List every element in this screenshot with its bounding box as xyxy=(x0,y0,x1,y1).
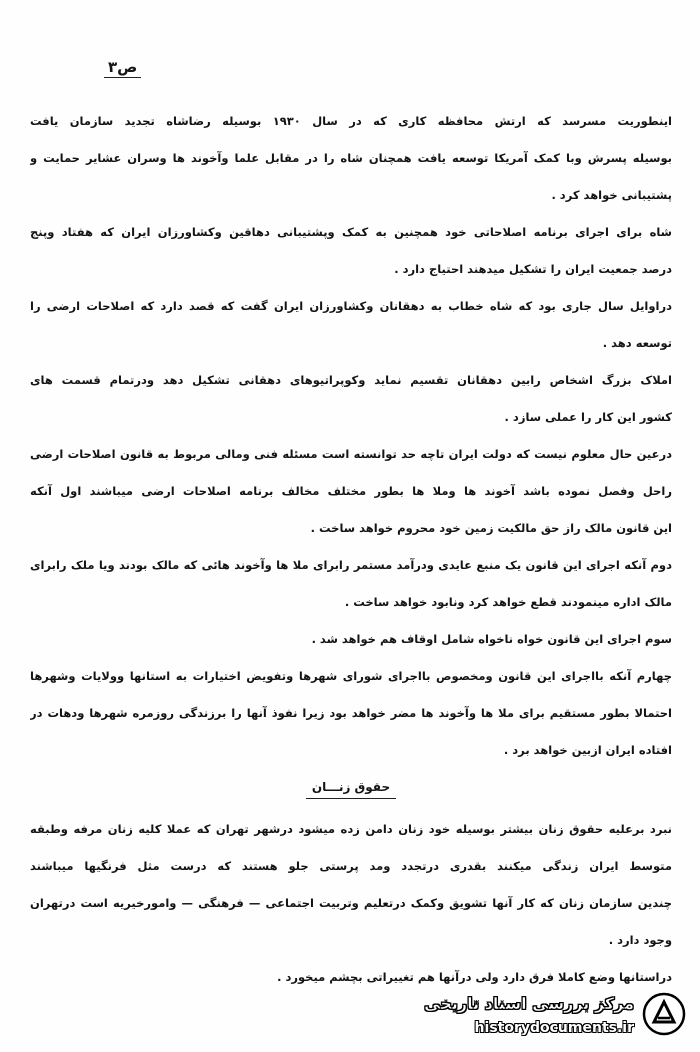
paragraph xyxy=(30,297,672,352)
text-line: این قانون مالک راز حق مالکیت زمین خود محروم خواهد ساخت . xyxy=(310,521,672,535)
text-line: نبرد برعلیه حقوق زنان بیشتر بوسیله خود زنان دامن زده میشود درشهر تهران که عملا کلیه زنان مرفه وطبقه xyxy=(30,822,672,836)
text-line: دوم آنکه اجرای این قانون یک منبع عایدی ودرآمد مستمر رابرای ملا ها وآخوند هائی که مالک بودند ویا ملک رابرای xyxy=(30,558,672,572)
text-line: توسعه دهد . xyxy=(602,336,672,350)
text-line: دراوایل سال جاری بود که شاه خطاب به دهقانان وکشاورزان ایران گفت که قصد دارد که اصلاحات ارضی را xyxy=(30,299,672,313)
text-line: چندین سازمان زنان که کار آنها تشویق وکمک درتعلیم وتربیت اجتماعی — فرهنگی — وامورخیریه است درتهران xyxy=(30,896,672,910)
watermark-name: مرکز بررسی اسناد تاریخی xyxy=(424,994,634,1013)
section-heading xyxy=(30,778,672,796)
text-line: اینطوریت مسرسد که ارتش محافظه کاری که در سال ۱۹۳۰ بوسیله رضاشاه تجدید سازمان یافت xyxy=(30,114,672,128)
text-line: متوسط ایران زندگی میکنند بقدری درتجدد ومد پرستی جلو هستند که درست مثل فرنگیها میباشند xyxy=(30,859,672,873)
document-body xyxy=(30,112,672,1005)
text-line: راحل وفصل نموده باشد آخوند ها وملا ها بطور مختلف مخالف برنامه اصلاحات ارضی میباشند اول آنکه xyxy=(30,484,672,498)
watermark xyxy=(390,988,690,1048)
text-line: سوم اجرای این قانون خواه ناخواه شامل اوقاف هم خواهد شد . xyxy=(311,632,672,646)
section-heading-text: حقوق زنـــان xyxy=(306,778,396,799)
paragraph xyxy=(30,371,672,426)
paragraph xyxy=(30,556,672,611)
text-line: بوسیله پسرش وبا کمک آمریکا توسعه یافت همچنان شاه را در مقابل علما وآخوند ها وسران عشایر حمایت و xyxy=(30,151,672,165)
paragraph xyxy=(30,968,672,986)
paragraph xyxy=(30,223,672,278)
archive-logo-icon xyxy=(642,992,686,1036)
text-line: درصد جمعیت ایران را تشکیل میدهند احتیاج دارد . xyxy=(394,262,672,276)
text-line: شاه برای اجرای برنامه اصلاحاتی خود همچنین به کمک وپشتیبانی دهاقین وکشاورزان ایران که هفتاد وپنج xyxy=(30,225,672,239)
page-number: ص۳ xyxy=(108,58,138,76)
paragraph xyxy=(30,820,672,875)
text-line: پشتیبانی خواهد کرد . xyxy=(551,188,672,202)
paragraph xyxy=(30,630,672,648)
paragraph xyxy=(30,112,672,204)
text-line: املاک بزرگ اشخاص رابین دهقانان تقسیم نماید وکوپراتیوهای دهقانی تشکیل دهد ودرتمام قسمت های xyxy=(30,373,672,387)
text-line: افتاده ایران ازبین خواهد برد . xyxy=(503,743,672,757)
text-line: چهارم آنکه بااجرای این قانون ومخصوص بااجرای شورای شهرها وتفویض اختیارات به استانها وولایات وشهرها xyxy=(30,669,672,683)
text-line: احتمالا بطور مستقیم برای ملا ها وآخوند ها مضر خواهد بود زیرا نفوذ آنها را برزندگی روزمره شهرها ودهات در xyxy=(30,706,672,720)
text-line: کشور این کار را عملی سازد . xyxy=(504,410,672,424)
text-line: وجود دارد . xyxy=(608,933,672,947)
paragraph xyxy=(30,445,672,537)
text-line: درعین حال معلوم نیست که دولت ایران تاچه حد توانسته است مسئله فنی ومالی مربوط به قانون اصلاحات ارضی xyxy=(30,447,672,461)
paragraph xyxy=(30,894,672,949)
paragraph xyxy=(30,667,672,759)
text-line: مالک اداره مینمودند قطع خواهد کرد ونابود خواهد ساخت . xyxy=(344,595,672,609)
text-line: دراستانها وضع کاملا فرق دارد ولی درآنها هم تغییراتی بچشم میخورد . xyxy=(277,970,672,984)
watermark-url[interactable]: historydocuments.ir xyxy=(474,1020,634,1036)
